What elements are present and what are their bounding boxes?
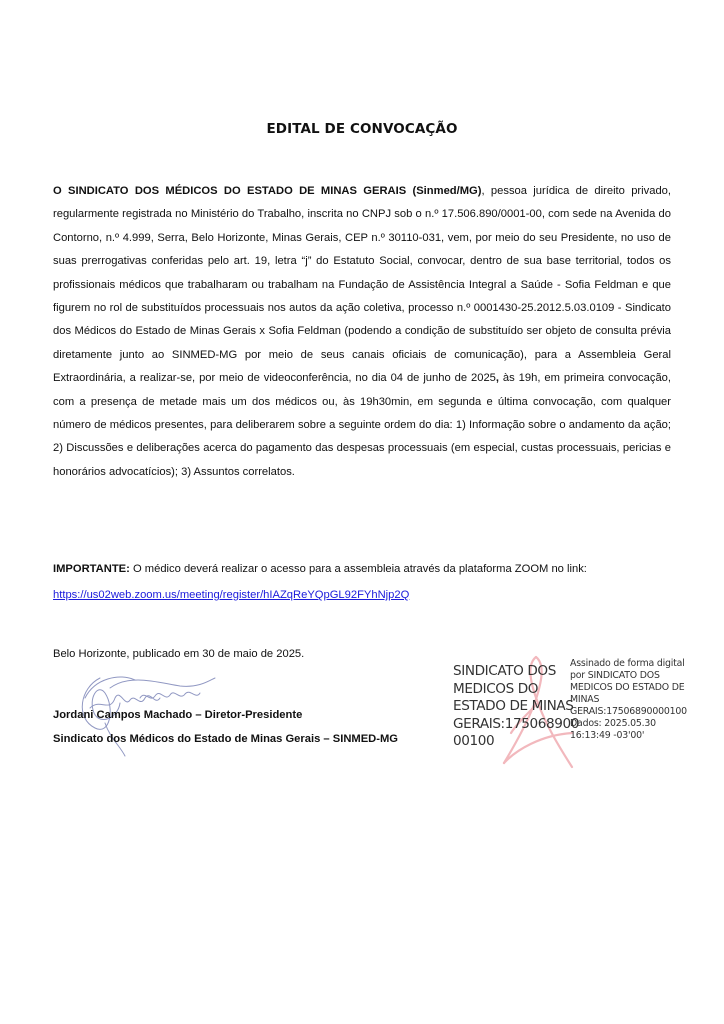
convocation-body [53,180,671,484]
important-label: IMPORTANTE: [53,563,130,575]
detail-line: Dados: 2025.05.30 [570,718,656,729]
cert-name-line: MEDICOS DO [453,680,539,697]
digital-signature-block[interactable] [441,655,711,770]
bold-comma: , [495,372,499,385]
zoom-registration-link[interactable]: https://us02web.zoom.us/meeting/register/hIAZqReYQpGL92FYhNjp2Q [53,589,410,601]
body-part-1: , pessoa jurídica de direito privado, regularmente registrada no Ministério do Trabalho, inscrita no CNPJ sob o n.º 17.506.890/0001-00, com sede na Avenida do Contorno, n.º 4.999, Serra, Belo Horizonte, Minas Gerais, CEP n.º 30110-031, vem, por meio do seu Presidente, no uso de suas prerrogativas conferidas pelo art. 19, letra “j” do Estatuto Social, convocar, dentro de sua base territorial, todos os profissionais médicos que trabalharam ou trabalham na Fundação de Assistência Integral a Saúde - Sofia Feldman e que figurem no rol de substituídos processuais nos autos da ação coletiva, processo n.º 0001430-25.2012.5.03.0109 - Sindicato dos Médicos do Estado de Minas Gerais x Sofia Feldman (podendo a condição de substituído ser objeto de consulta prévia diretamente junto ao SINMED-MG por meio de seus canais oficiais de comunicação), para a Assembleia Geral Extraordinária, a realizar-se, por meio de videoconferência, no dia 04 de junho de 2025 [53,185,671,385]
cert-name-line: ESTADO DE MINAS [453,698,574,714]
signer-organization: Sindicato dos Médicos do Estado de Minas Gerais – SINMED-MG [53,733,399,745]
detail-line: MINAS [570,694,600,705]
detail-line: MEDICOS DO ESTADO DE [570,682,685,693]
cert-name-line: SINDICATO DOS [453,663,556,679]
detail-line: por SINDICATO DOS [570,670,660,681]
place-and-date: Belo Horizonte, publicado em 30 de maio de 2025. [53,648,305,660]
signature-details [570,658,715,742]
cert-name-line: 00100 [453,733,495,749]
document-title: EDITAL DE CONVOCAÇÃO [266,121,458,137]
signer-certificate-name [453,663,578,751]
detail-line: GERAIS:17506890000100 [570,706,687,717]
detail-line: 16:13:49 -03'00' [570,730,645,741]
detail-line: Assinado de forma digital [570,658,685,669]
union-name: O SINDICATO DOS MÉDICOS DO ESTADO DE MINAS GERAIS (Sinmed/MG) [53,185,482,197]
signer-name-title: Jordani Campos Machado – Diretor-Presidente [53,709,303,721]
important-note [53,563,693,575]
body-part-2: às 19h, em primeira convocação, com a presença de metade mais um dos médicos ou, às 19h30min, em segunda e última convocação, com qualquer número de médicos presentes, para deliberarem sobre a seguinte ordem do dia: 1) Informação sobre o andamento da ação; 2) Discussões e deliberações acerca do pagamento das despesas processuais (em especial, custas processuais, pericias e honorários advocatícios); 3) Assuntos correlatos. [53,372,671,478]
cert-name-line: GERAIS:175068900 [453,715,579,732]
important-text: O médico deverá realizar o acesso para a assembleia através da plataforma ZOOM no link: [129,563,587,575]
